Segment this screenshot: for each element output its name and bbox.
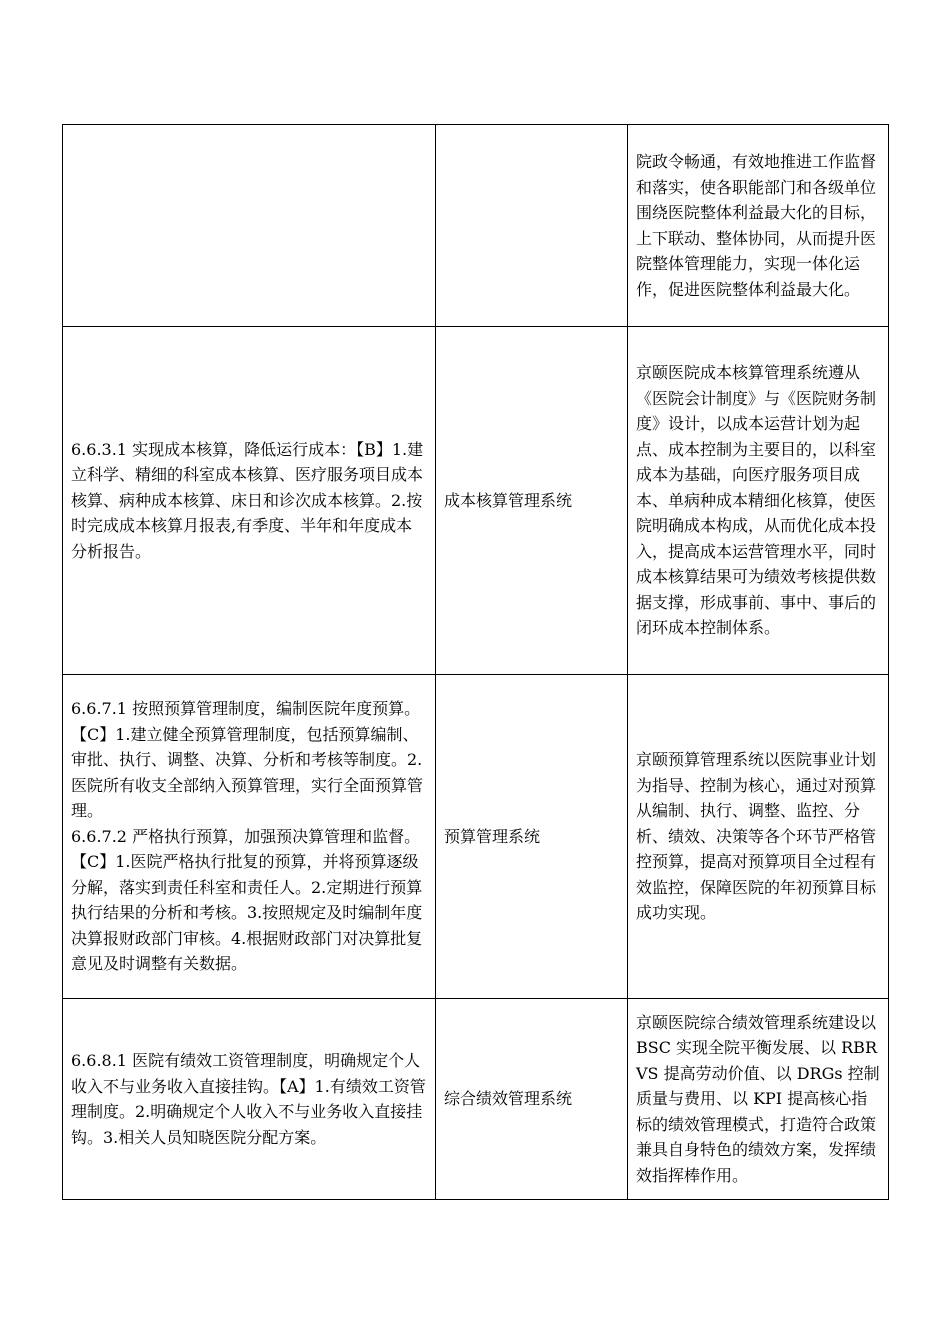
system-cell: 综合绩效管理系统: [436, 999, 628, 1200]
table-row: [63, 327, 889, 675]
table-row: [63, 675, 889, 999]
description-cell: 京颐预算管理系统以医院事业计划为指导、控制为核心，通过对预算从编制、执行、调整、监控、分析、绩效、决策等各个环节严格管控预算，提高对预算项目全过程有效监控，保障医院的年初预算目标成功实现。: [628, 675, 889, 999]
requirement-cell: 6.6.7.1 按照预算管理制度，编制医院年度预算。【C】1.建立健全预算管理制度，包括预算编制、审批、执行、调整、决算、分析和考核等制度。2.医院所有收支全部纳入预算管理，实行全面预算管理。 6.6.7.2 严格执行预算，加强预决算管理和监督。【C】1.医院严格执行批复的预算，并将预算逐级分解，落实到责任科室和责任人。2.定期进行预算执行结果的分析和考核。3.按照规定及时编制年度决算报财政部门审核。4.根据财政部门对决算批复意见及时调整有关数据。: [63, 675, 436, 999]
requirement-cell: 6.6.3.1 实现成本核算，降低运行成本：【B】1.建立科学、精细的科室成本核算、医疗服务项目成本核算、病种成本核算、床日和诊次成本核算。2.按时完成成本核算月报表,有季度、半年和年度成本分析报告。: [63, 327, 436, 675]
system-cell: [436, 125, 628, 327]
system-cell: 成本核算管理系统: [436, 327, 628, 675]
description-cell: 京颐医院综合绩效管理系统建设以 BSC 实现全院平衡发展、以 RBRVS 提高劳动价值、以 DRGs 控制质量与费用、以 KPI 提高核心指标的绩效管理模式，打造符合政策兼具自身特色的绩效方案，发挥绩效指挥棒作用。: [628, 999, 889, 1200]
table-row: [63, 125, 889, 327]
description-cell: 京颐医院成本核算管理系统遵从《医院会计制度》与《医院财务制度》设计，以成本运营计划为起点、成本控制为主要目的，以科室成本为基础，向医疗服务项目成本、单病种成本精细化核算，使医院明确成本构成，从而优化成本投入，提高成本运营管理水平，同时成本核算结果可为绩效考核提供数据支撑，形成事前、事中、事后的闭环成本控制体系。: [628, 327, 889, 675]
description-cell: 院政令畅通，有效地推进工作监督和落实，使各职能部门和各级单位围绕医院整体利益最大化的目标，上下联动、整体协同，从而提升医院整体管理能力，实现一体化运作，促进医院整体利益最大化。: [628, 125, 889, 327]
system-cell: 预算管理系统: [436, 675, 628, 999]
table-row: [63, 999, 889, 1200]
requirement-cell: [63, 125, 436, 327]
standards-table: [62, 124, 889, 1200]
requirement-cell: 6.6.8.1 医院有绩效工资管理制度，明确规定个人收入不与业务收入直接挂钩。【A】1.有绩效工资管理制度。2.明确规定个人收入不与业务收入直接挂钩。3.相关人员知晓医院分配方案。: [63, 999, 436, 1200]
